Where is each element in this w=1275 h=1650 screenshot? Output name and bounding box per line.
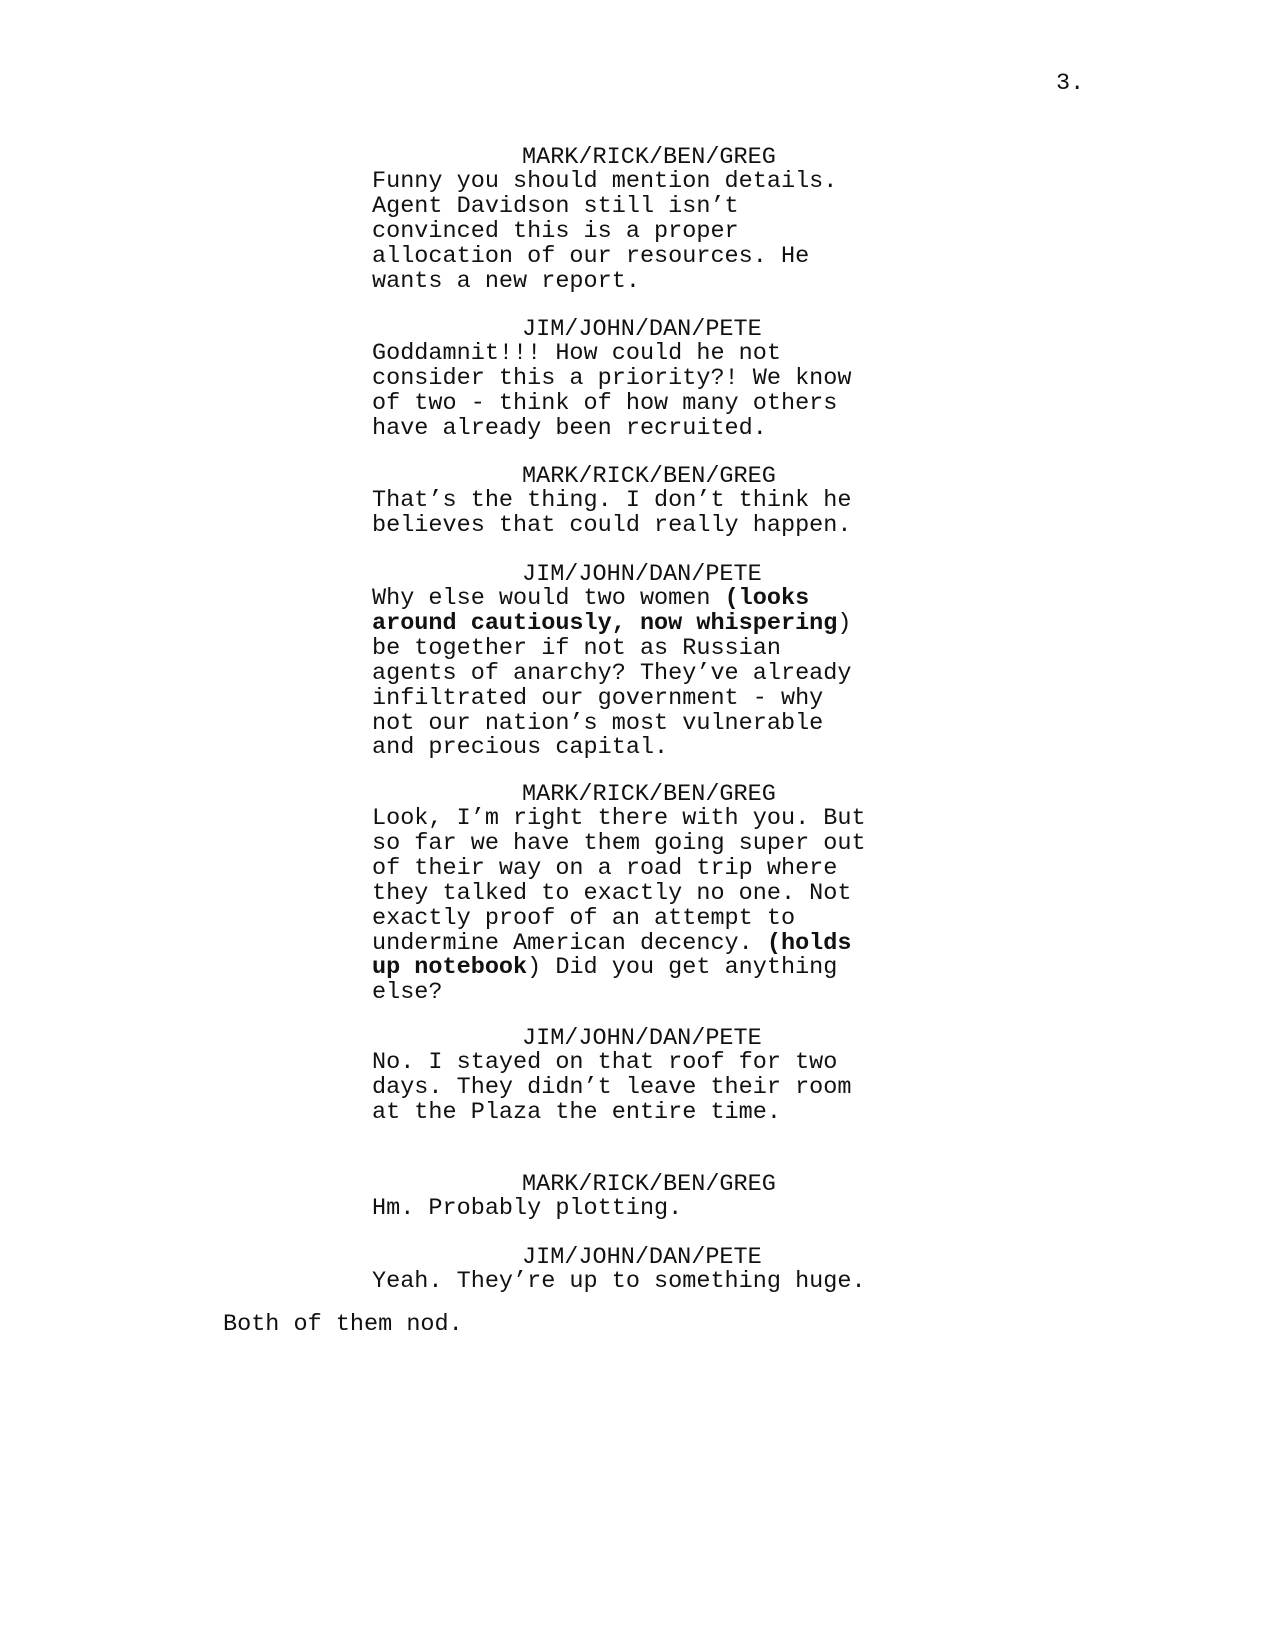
dialogue-segment: Look, I’m right there with you. But <box>372 805 866 832</box>
dialogue-line <box>372 684 852 712</box>
dialogue-line <box>372 489 851 514</box>
dialogue-segment: Funny you should mention details. <box>372 168 838 195</box>
dialogue-line <box>372 609 852 637</box>
action-line: Both of them nod. <box>223 1311 463 1338</box>
dialogue-line <box>372 1051 851 1076</box>
dialogue-line <box>372 242 837 270</box>
dialogue-segment: of two - think of how many others <box>372 389 838 417</box>
dialogue-segment: Agent Davidson still isn’t <box>372 192 739 220</box>
dialogue-line <box>372 879 866 907</box>
dialogue-segment: of their way on a road trip where <box>372 854 838 882</box>
dialogue-segment: No. I stayed on that roof for two <box>372 1049 838 1076</box>
dialogue-line <box>372 587 852 612</box>
dialogue-text <box>372 587 852 761</box>
dialogue-segment: consider this a priority?! We know <box>372 364 852 392</box>
dialogue-line <box>372 364 852 392</box>
dialogue-line <box>372 956 866 981</box>
dialogue-line <box>372 829 866 857</box>
dialogue-line <box>372 389 851 417</box>
dialogue-segment: exactly proof of an attempt to <box>372 904 796 932</box>
dialogue-segment: allocation of our resources. He <box>372 242 810 270</box>
dialogue-segment: infiltrated our government - why <box>372 684 824 712</box>
character-cue: JIM/JOHN/DAN/PETE <box>522 316 762 343</box>
dialogue-segment: be together if not as Russian <box>372 634 781 662</box>
dialogue-line <box>372 807 866 832</box>
dialogue-line <box>372 659 852 687</box>
dialogue-text <box>372 489 851 539</box>
dialogue-segment: convinced this is a proper <box>372 217 739 245</box>
character-cue: JIM/JOHN/DAN/PETE <box>522 1025 762 1052</box>
dialogue-segment: and precious capital. <box>372 734 669 762</box>
dialogue-segment: undermine American decency. <box>372 929 767 957</box>
dialogue-segment: days. They didn’t leave their room <box>372 1073 852 1101</box>
dialogue-text <box>372 342 851 442</box>
dialogue-line <box>372 192 837 220</box>
dialogue-line <box>372 929 866 957</box>
dialogue-text <box>372 1270 866 1295</box>
dialogue-segment: have already been recruited. <box>372 414 767 442</box>
page-number: 3. <box>1056 70 1085 97</box>
dialogue-line <box>372 1098 851 1126</box>
dialogue-segment: That’s the thing. I don’t think he <box>372 487 852 514</box>
parenthetical-bold: around cautiously, now whispering <box>372 609 838 637</box>
dialogue-line <box>372 634 852 662</box>
dialogue-line <box>372 736 852 761</box>
dialogue-segment: agents of anarchy? They’ve already <box>372 659 852 687</box>
dialogue-segment: Why else would two women <box>372 585 725 612</box>
dialogue-segment: Hm. Probably plotting. <box>372 1195 683 1222</box>
dialogue-segment: they talked to exactly no one. Not <box>372 879 852 907</box>
dialogue-line <box>372 854 866 882</box>
character-cue: MARK/RICK/BEN/GREG <box>522 781 776 808</box>
dialogue-text <box>372 1051 851 1126</box>
character-cue: MARK/RICK/BEN/GREG <box>522 144 776 171</box>
dialogue-segment: else? <box>372 979 443 1007</box>
dialogue-line <box>372 217 837 245</box>
character-cue: MARK/RICK/BEN/GREG <box>522 463 776 490</box>
dialogue-line <box>372 267 837 295</box>
character-cue: JIM/JOHN/DAN/PETE <box>522 561 762 588</box>
parenthetical-bold: (holds <box>766 929 852 957</box>
dialogue-segment: ) Did you get anything <box>527 954 838 982</box>
dialogue-segment: Goddamnit!!! How could he not <box>372 340 781 367</box>
dialogue-segment: ) <box>837 609 852 637</box>
dialogue-text <box>372 170 837 295</box>
dialogue-text <box>372 1197 682 1222</box>
dialogue-line <box>372 414 851 442</box>
dialogue-line <box>372 170 837 195</box>
dialogue-line <box>372 1197 682 1222</box>
dialogue-text <box>372 807 866 1006</box>
character-cue: JIM/JOHN/DAN/PETE <box>522 1244 762 1271</box>
parenthetical-bold: up notebook <box>372 954 528 982</box>
dialogue-segment: at the Plaza the entire time. <box>372 1098 781 1126</box>
dialogue-line <box>372 342 851 367</box>
dialogue-line <box>372 904 866 932</box>
dialogue-line <box>372 981 866 1006</box>
dialogue-line <box>372 1073 852 1101</box>
dialogue-segment: wants a new report. <box>372 267 640 295</box>
dialogue-segment: believes that could really happen. <box>372 511 852 539</box>
dialogue-line <box>372 1270 866 1295</box>
dialogue-line <box>372 709 852 737</box>
parenthetical-bold: (looks <box>724 585 810 612</box>
dialogue-segment: so far we have them going super out <box>372 829 866 857</box>
dialogue-line <box>372 511 852 539</box>
dialogue-segment: Yeah. They’re up to something huge. <box>372 1268 866 1295</box>
character-cue: MARK/RICK/BEN/GREG <box>522 1171 776 1198</box>
dialogue-segment: not our nation’s most vulnerable <box>372 709 824 737</box>
